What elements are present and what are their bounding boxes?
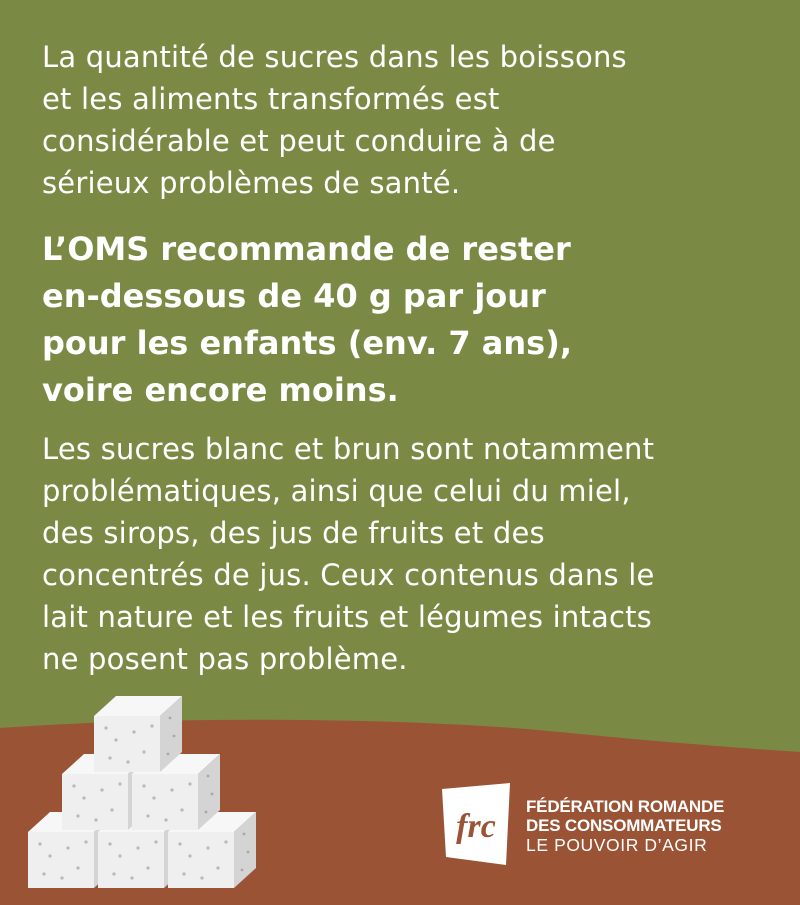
frc-logo-icon — [440, 783, 512, 865]
detail-line: des sirops, des jus de fruits et des — [42, 516, 545, 550]
logo-line-consommateurs: DES CONSOMMATEURS — [526, 816, 722, 835]
detail-line: lait nature et les fruits et légumes intacts — [42, 600, 652, 634]
sugar-cubes-icon — [28, 690, 278, 895]
detail-paragraph — [42, 428, 782, 680]
detail-line: ne posent pas problème. — [42, 642, 408, 676]
logo-mark-text: frc — [456, 808, 496, 845]
intro-line: sérieux problèmes de santé. — [42, 166, 461, 200]
intro-line: considérable et peut conduire à de — [42, 124, 556, 158]
detail-line: problématiques, ainsi que celui du miel, — [42, 474, 631, 508]
detail-line: concentrés de jus. Ceux contenus dans le — [42, 558, 655, 592]
recommendation-line: en-dessous de 40 g par jour — [42, 277, 546, 315]
logo-wordmark — [526, 797, 776, 855]
intro-line: La quantité de sucres dans les boissons — [42, 40, 627, 74]
intro-paragraph — [42, 36, 782, 204]
logo-tagline: LE POUVOIR D’AGIR — [526, 835, 708, 855]
recommendation-line: pour les enfants (env. 7 ans), — [42, 324, 572, 362]
intro-line: et les aliments transformés est — [42, 82, 500, 116]
recommendation-line: L’OMS recommande de rester — [42, 230, 571, 268]
detail-line: Les sucres blanc et brun sont notamment — [42, 432, 655, 466]
logo-line-federation: FÉDÉRATION ROMANDE — [526, 797, 725, 816]
who-recommendation — [42, 226, 782, 414]
frc-logo — [440, 783, 770, 865]
recommendation-line: voire encore moins. — [42, 371, 399, 409]
